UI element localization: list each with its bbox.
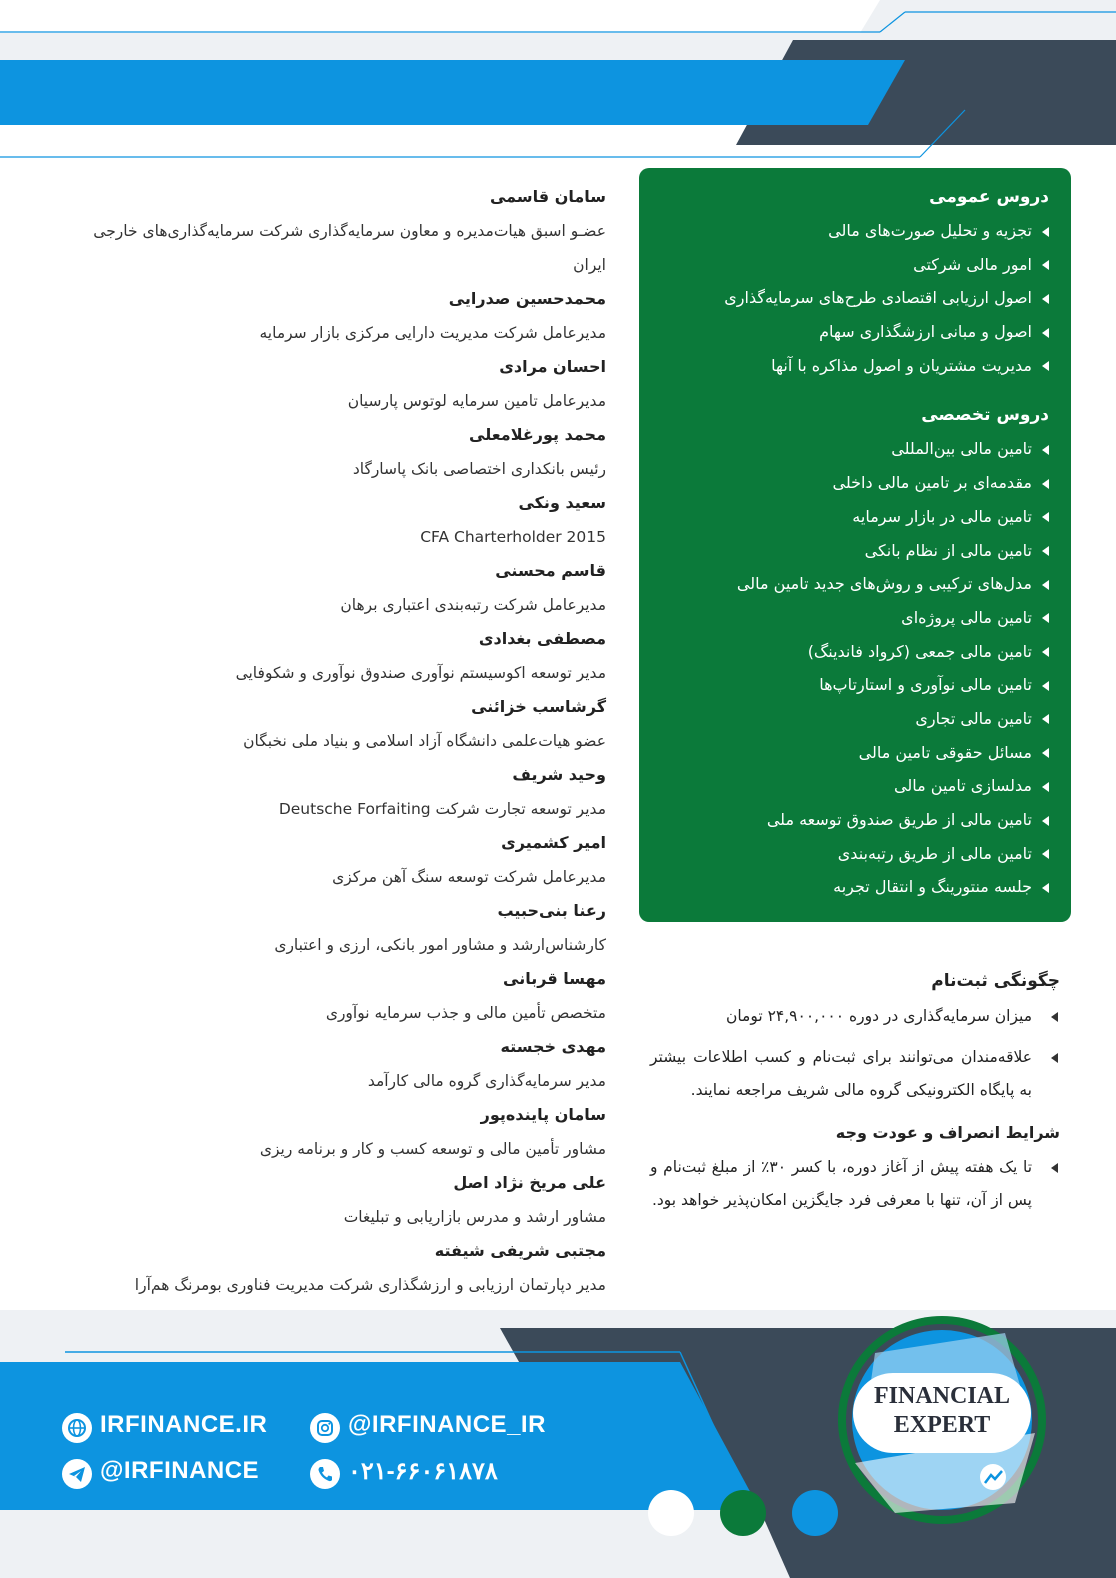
website-link[interactable]: IRFINANCE.IR	[100, 1411, 268, 1438]
bullet-arrow-icon	[1042, 361, 1049, 371]
list-item: تامین مالی از طریق رتبه‌بندی	[659, 837, 1049, 871]
instagram-icon	[310, 1413, 340, 1443]
instructor-name: مصطفی بغدادی	[478, 629, 606, 648]
instructor-name: گرشاسب خزائنی	[471, 697, 606, 716]
general-courses-list	[659, 214, 1049, 382]
header-decoration	[0, 0, 1116, 170]
list-item: علاقه‌مندان می‌توانند برای ثبت‌نام و کسب اطلاعات بیشتر به پایگاه الکترونیکی گروه مالی شریف مراجعه نمایند.	[650, 1041, 1060, 1107]
registration-section	[650, 962, 1060, 1225]
bullet-arrow-icon	[1042, 294, 1049, 304]
instructor	[56, 282, 606, 350]
bullet-arrow-icon	[1042, 849, 1049, 859]
list-item: تامین مالی در بازار سرمایه	[659, 500, 1049, 534]
list-item: اصول ارزیابی اقتصادی طرح‌های سرمایه‌گذاری	[659, 281, 1049, 315]
instructor-name: سامان قاسمی	[489, 187, 606, 206]
instructor	[56, 180, 606, 282]
instructor-role: CFA Charterholder 2015	[420, 528, 606, 546]
instructor	[56, 554, 606, 622]
instructor-role: مشاور تأمین مالی و توسعه کسب و کار و برنامه ریزی	[259, 1140, 606, 1158]
bullet-arrow-icon	[1042, 816, 1049, 826]
list-item: تامین مالی جمعی (کرواد فاندینگ)	[659, 635, 1049, 669]
instructor-name: امیر کشمیری	[501, 833, 606, 852]
bullet-arrow-icon	[1042, 647, 1049, 657]
instructor	[56, 826, 606, 894]
bullet-arrow-icon	[1051, 1163, 1058, 1173]
instructor	[56, 350, 606, 418]
list-item: مدل‌های ترکیبی و روش‌های جدید تامین مالی	[659, 567, 1049, 601]
instructor-role: مدیرعامل شرکت توسعه سنگ آهن مرکزی	[332, 868, 606, 886]
list-item: تامین مالی پروژه‌ای	[659, 601, 1049, 635]
list-item: تجزیه و تحلیل صورت‌های مالی	[659, 214, 1049, 248]
decorative-dot	[648, 1490, 694, 1536]
instructor-role: مدیر دپارتمان ارزیابی و ارزشگذاری شرکت مدیریت فناوری بومرنگ هم‌آرا	[134, 1276, 606, 1294]
instructor-name: مهدی خجسته	[500, 1037, 606, 1056]
list-item: تامین مالی از طریق صندوق توسعه ملی	[659, 803, 1049, 837]
list-item: مدیریت مشتریان و اصول مذاکره با آنها	[659, 349, 1049, 383]
list-item: اصول و مبانی ارزشگذاری سهام	[659, 315, 1049, 349]
instructor	[56, 1098, 606, 1166]
bullet-arrow-icon	[1042, 512, 1049, 522]
list-item: مقدمه‌ای بر تامین مالی داخلی	[659, 466, 1049, 500]
decorative-dot	[720, 1490, 766, 1536]
instructor-name: رعنا بنی‌حبیب	[497, 901, 606, 920]
registration-title: چگونگی ثبت‌نام	[931, 971, 1060, 991]
instructor	[56, 1234, 606, 1302]
bullet-arrow-icon	[1042, 546, 1049, 556]
specialized-courses-title: دروس تخصصی	[921, 405, 1049, 426]
instructor-name: علی مریخ نژاد اصل	[453, 1173, 606, 1192]
instructor-role: کارشناس‌ارشد و مشاور امور بانکی، ارزی و اعتباری	[274, 936, 606, 954]
bullet-arrow-icon	[1042, 681, 1049, 691]
bullet-arrow-icon	[1042, 714, 1049, 724]
decorative-dot	[792, 1490, 838, 1536]
bullet-arrow-icon	[1042, 328, 1049, 338]
list-item: تامین مالی بین‌المللی	[659, 432, 1049, 466]
phone-number[interactable]: ۰۲۱-۶۶۰۶۱۸۷۸	[348, 1458, 498, 1485]
instructor-name: محمد پورغلامعلی	[469, 425, 606, 444]
instructor	[56, 962, 606, 1030]
bullet-arrow-icon	[1042, 613, 1049, 623]
list-item: تامین مالی از نظام بانکی	[659, 534, 1049, 568]
bullet-arrow-icon	[1042, 748, 1049, 758]
list-item: مدلسازی تامین مالی	[659, 769, 1049, 803]
instructor	[56, 1030, 606, 1098]
globe-icon	[62, 1413, 92, 1443]
instructor-name: قاسم محسنی	[495, 561, 606, 580]
instructor-name: مجتبی شریفی شیفته	[434, 1241, 606, 1260]
instructor-role: رئیس بانکداری اختصاصی بانک پاسارگاد	[352, 460, 606, 478]
specialized-courses-list	[659, 432, 1049, 904]
instructor	[56, 690, 606, 758]
instructor-role: مدیرعامل شرکت رتبه‌بندی اعتباری برهان	[340, 596, 606, 614]
instructor	[56, 418, 606, 486]
instructor	[56, 894, 606, 962]
instructor-name: سعید ونکی	[518, 493, 606, 512]
logo-text-line2: EXPERT	[893, 1412, 991, 1438]
instagram-handle[interactable]: @IRFINANCE_IR	[348, 1411, 546, 1438]
instructor-role: مدیر توسعه اکوسیستم نوآوری صندوق نوآوری و شکوفایی	[235, 664, 606, 682]
instructor	[56, 622, 606, 690]
bullet-arrow-icon	[1042, 445, 1049, 455]
list-item: امور مالی شرکتی	[659, 248, 1049, 282]
bullet-arrow-icon	[1042, 479, 1049, 489]
instructor-role: متخصص تأمین مالی و جذب سرمایه نوآوری	[325, 1004, 606, 1022]
courses-card	[639, 168, 1071, 922]
instructor	[56, 486, 606, 554]
bullet-arrow-icon	[1042, 227, 1049, 237]
instructor-role: مدیر سرمایه‌گذاری گروه مالی کارآمد	[367, 1072, 606, 1090]
list-item: تامین مالی نوآوری و استارتاپ‌ها	[659, 668, 1049, 702]
bullet-arrow-icon	[1042, 782, 1049, 792]
bullet-arrow-icon	[1042, 883, 1049, 893]
instructor	[56, 1166, 606, 1234]
list-item: جلسه منتورینگ و انتقال تجربه	[659, 870, 1049, 904]
instructor-role: مدیر توسعه تجارت شرکت Deutsche Forfaiting	[278, 800, 606, 818]
bullet-arrow-icon	[1042, 580, 1049, 590]
bullet-arrow-icon	[1051, 1012, 1058, 1022]
list-item: تامین مالی تجاری	[659, 702, 1049, 736]
refund-title: شرایط انصراف و عودت وجه	[835, 1123, 1060, 1142]
instructor-role: عضـو اسبق هیات‌مدیره و معاون سرمایه‌گذاری شرکت سرمایه‌گذاری‌های خارجی ایران	[93, 222, 606, 274]
phone-icon	[310, 1459, 340, 1489]
instructor-name: احسان مرادی	[499, 357, 606, 376]
instructor-role: مشاور ارشد و مدرس بازاریابی و تبلیغات	[343, 1208, 606, 1226]
instructor-name: وحید شریف	[512, 765, 606, 784]
bullet-arrow-icon	[1042, 260, 1049, 270]
instructor-role: مدیرعامل شرکت مدیریت دارایی مرکزی بازار سرمایه	[259, 324, 606, 342]
instructor-name: سامان پاینده‌پور	[480, 1105, 606, 1124]
instructor-role: عضو هیات‌علمی دانشگاه آزاد اسلامی و بنیاد ملی نخبگان	[243, 732, 606, 750]
bullet-arrow-icon	[1051, 1053, 1058, 1063]
general-courses-title: دروس عمومی	[929, 187, 1049, 207]
list-item: تا یک هفته پیش از آغاز دوره، با کسر ۳۰٪ از مبلغ ثبت‌نام و پس از آن، تنها با معرفی فرد جایگزین امکان‌پذیر خواهد بود.	[650, 1151, 1060, 1217]
instructor	[56, 758, 606, 826]
instructor-name: مهسا قربانی	[503, 969, 606, 988]
logo-text-line1: FINANCIAL	[873, 1383, 1010, 1409]
list-item: مسائل حقوقی تامین مالی	[659, 736, 1049, 770]
list-item: میزان سرمایه‌گذاری در دوره ۲۴,۹۰۰,۰۰۰ تومان	[650, 1000, 1060, 1033]
instructor-role: مدیرعامل تامین سرمایه لوتوس پارسیان	[347, 392, 606, 410]
telegram-icon	[62, 1459, 92, 1489]
instructors-list	[56, 180, 606, 1302]
instructor-name: محمدحسین صدرایی	[448, 289, 606, 308]
telegram-handle[interactable]: @IRFINANCE	[100, 1457, 260, 1484]
